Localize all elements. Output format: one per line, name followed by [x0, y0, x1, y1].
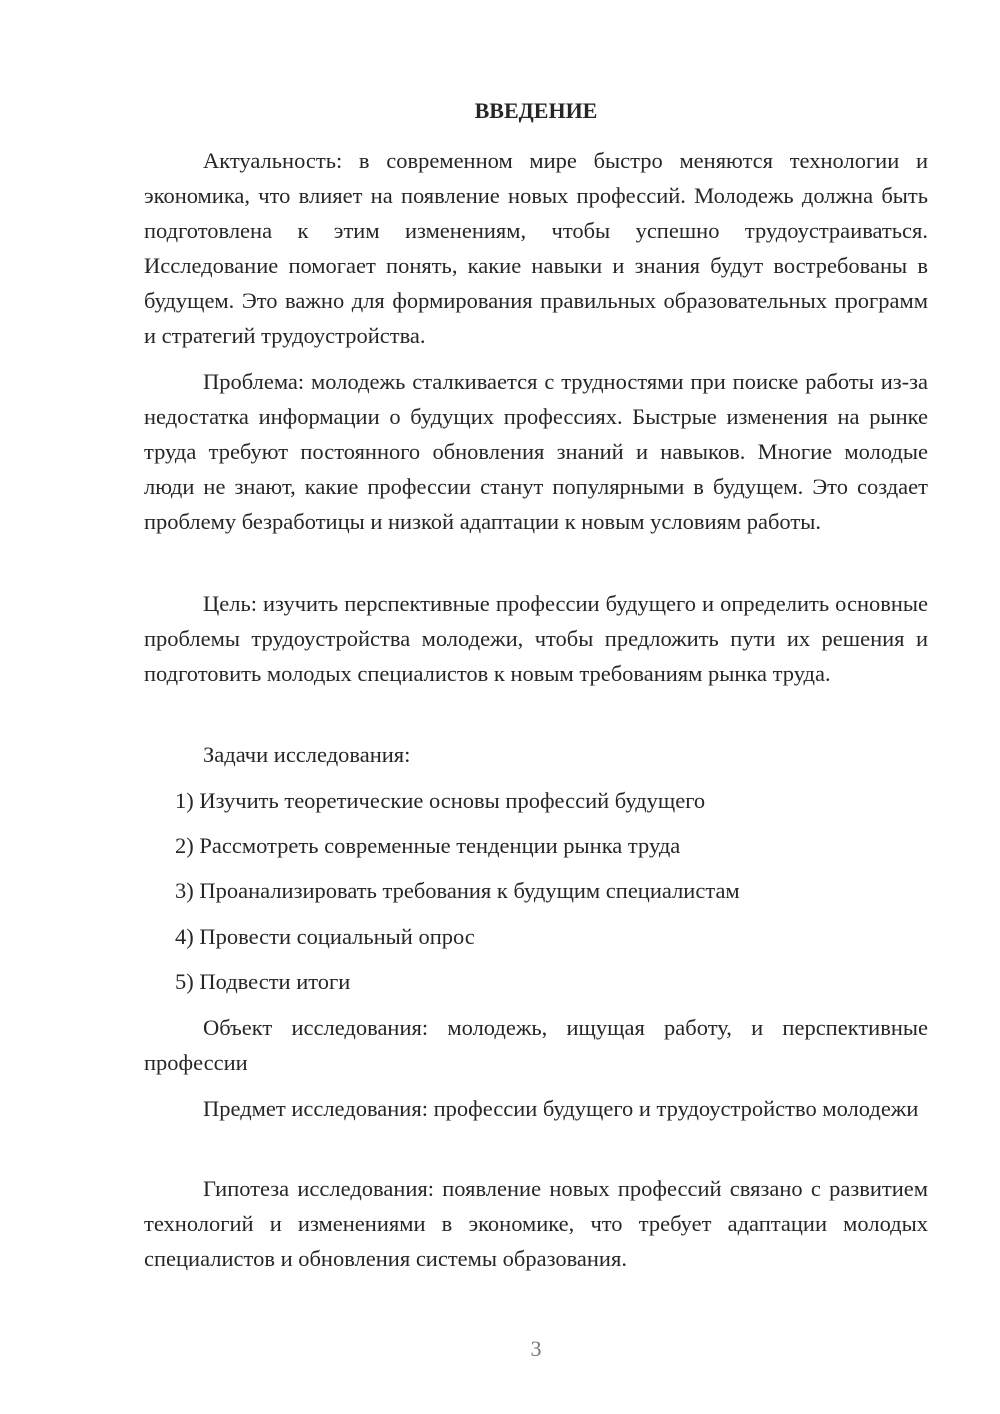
section-heading: ВВЕДЕНИЕ [474, 98, 598, 123]
goal-paragraph: Цель: изучить перспективные профессии будущего и определить основные проблемы трудоустройства молодежи, чтобы предложить пути их решения и подготовить молодых специалистов к новым требованиям рынка труда. [144, 591, 928, 686]
task-item-1: 1) Изучить теоретические основы профессий будущего [175, 788, 706, 813]
problem-paragraph: Проблема: молодежь сталкивается с трудностями при поиске работы из-за недостатка информации о будущих профессиях. Быстрые изменения на рынке труда требуют постоянного обновления знаний и навыков. Многие молодые люди не знают, какие профессии станут популярными в будущем. Это создает проблему безработицы и низкой адаптации к новым условиям работы. [144, 369, 928, 534]
relevance-paragraph: Актуальность: в современном мире быстро меняются технологии и экономика, что влияет на появление новых профессий. Молодежь должна быть подготовлена к этим изменениям, чтобы успешно трудоустраиваться. Исследование помогает понять, какие навыки и знания будут востребованы в будущем. Это важно для формирования правильных образовательных программ и стратегий трудоустройства. [144, 148, 928, 348]
task-item-5: 5) Подвести итоги [175, 969, 351, 994]
subject-paragraph: Предмет исследования: профессии будущего и трудоустройство молодежи [203, 1096, 919, 1121]
task-item-4: 4) Провести социальный опрос [175, 924, 475, 949]
object-paragraph: Объект исследования: молодежь, ищущая работу, и перспективные профессии [144, 1015, 928, 1075]
page-number: 3 [530, 1336, 542, 1361]
hypothesis-paragraph: Гипотеза исследования: появление новых профессий связано с развитием технологий и изменениями в экономике, что требует адаптации молодых специалистов и обновления системы образования. [144, 1176, 928, 1271]
task-item-2: 2) Рассмотреть современные тенденции рынка труда [175, 833, 681, 858]
task-item-3: 3) Проанализировать требования к будущим специалистам [175, 878, 740, 903]
tasks-title: Задачи исследования: [203, 742, 411, 767]
